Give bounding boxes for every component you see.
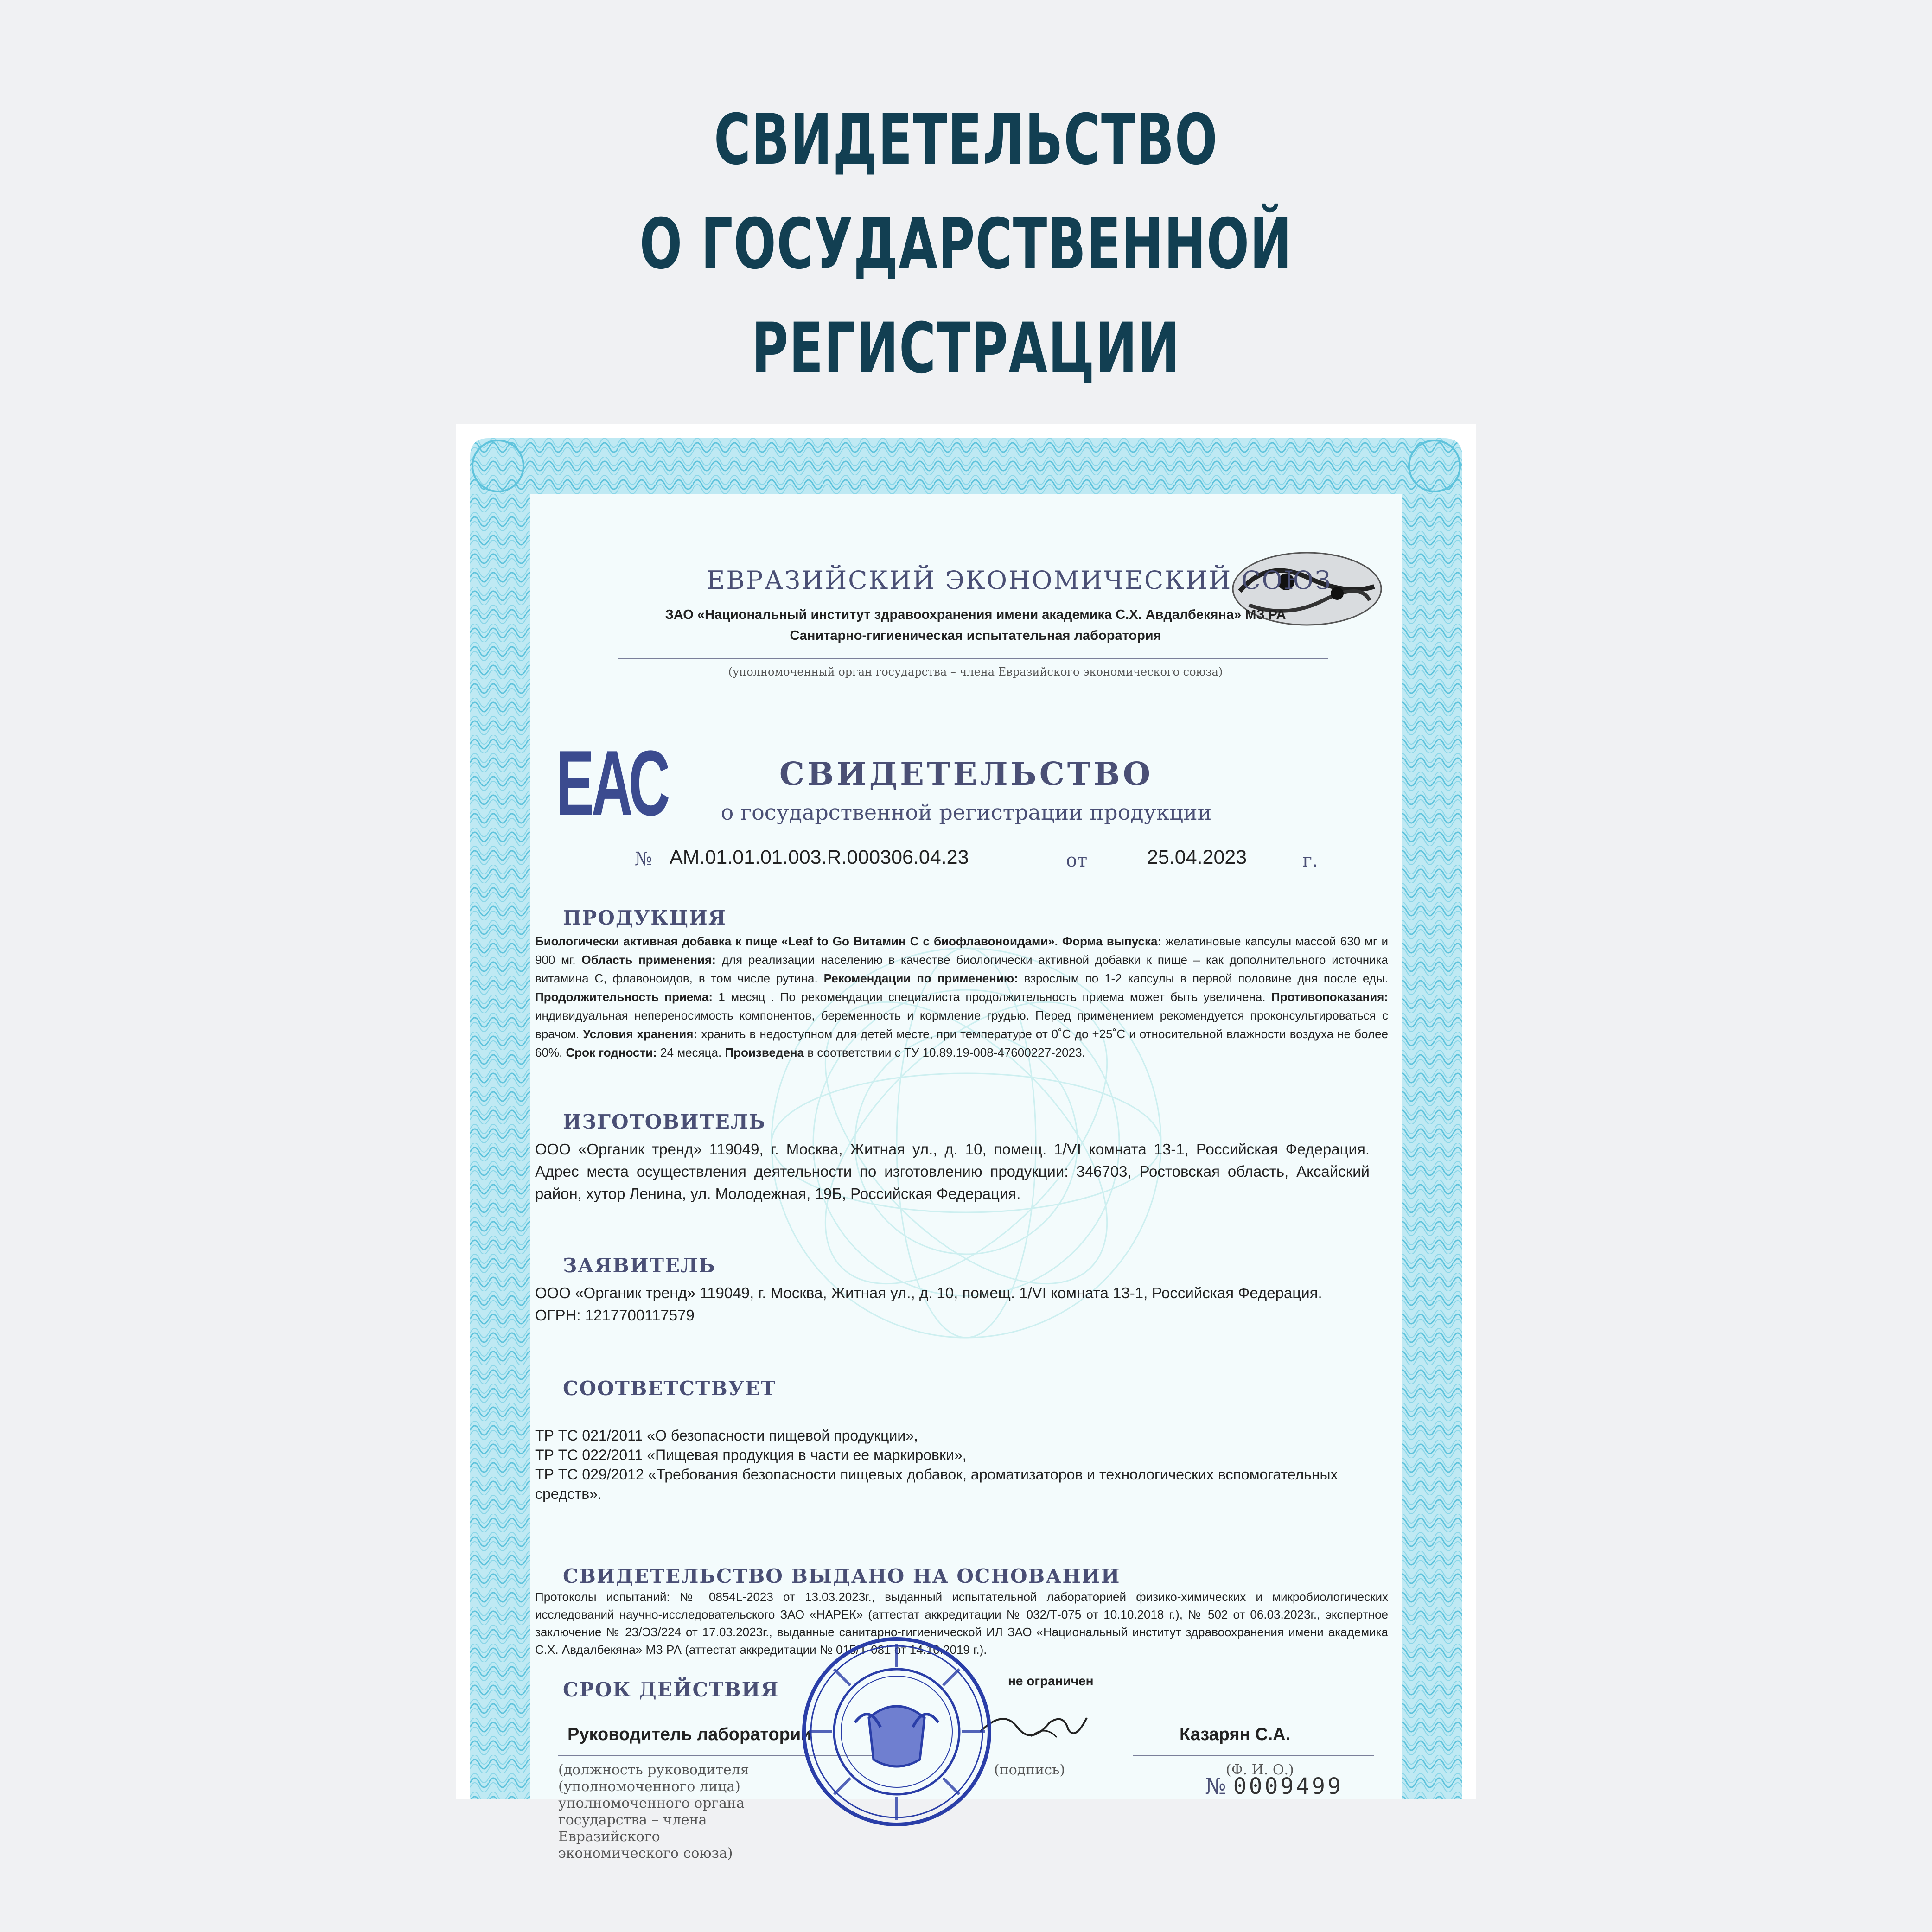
form-label: Форма выпуска: xyxy=(1062,934,1162,948)
applicant-line-1: ООО «Органик тренд» 119049, г. Москва, Житная ул., д. 10, помещ. 1/VI комната 13-1, Российская Федерация. xyxy=(535,1284,1322,1301)
applicant-ogrn: ОГРН: 1217700117579 xyxy=(535,1307,695,1324)
headline-line-1: СВИДЕТЕЛЬСТВО xyxy=(714,100,1218,180)
form-text: желатиновые капсулы массой 630 мг и 900 мг. xyxy=(535,934,1388,967)
certificate-subtitle: о государственной регистрации продукции xyxy=(721,800,1212,825)
certificate-image xyxy=(456,424,1476,1862)
product-description xyxy=(535,932,1388,1062)
contra-text: индивидуальная непереносимость компонентов, беременность и кормление грудью. Перед применением рекомендуется проконсультироваться с врачом. xyxy=(535,1008,1388,1041)
produced-text: в соответствии с ТУ 10.89.19-008-47600227-2023. xyxy=(807,1046,1085,1059)
compliance-item: ТР ТС 022/2011 «Пищевая продукция в части ее маркировки», xyxy=(535,1447,967,1463)
manufacturer-heading: ИЗГОТОВИТЕЛЬ xyxy=(563,1110,766,1133)
certificate-date: 25.04.2023 xyxy=(1147,846,1247,868)
name-caption: (Ф. И. О.) xyxy=(1226,1762,1294,1778)
number-label: № xyxy=(635,848,652,870)
compliance-item: ТР ТС 029/2012 «Требования безопасности пищевых добавок, ароматизаторов и технологических вспомогательных средств». xyxy=(535,1466,1338,1502)
duration-text: 1 месяц . По рекомендации специалиста продолжительность приема может быть увеличена. xyxy=(718,990,1266,1004)
signature-caption: (подпись) xyxy=(994,1762,1065,1778)
reco-label: Рекомендации по применению: xyxy=(823,971,1018,985)
reco-text: взрослым по 1-2 капсулы в первой половине дня после еды. xyxy=(1024,971,1388,985)
official-seal xyxy=(799,1634,994,1829)
compliance-list xyxy=(535,1426,1370,1504)
eac-mark: ЕАС xyxy=(556,732,668,835)
divider xyxy=(618,658,1328,659)
certificate-title: СВИДЕТЕЛЬСТВО xyxy=(779,756,1154,793)
shelf-text: 24 месяца. xyxy=(660,1046,722,1059)
union-name: ЕВРАЗИЙСКИЙ ЭКОНОМИЧЕСКИЙ СОЮЗ xyxy=(707,566,1333,595)
headline-line-3: РЕГИСТРАЦИИ xyxy=(752,308,1180,389)
duration-label: Продолжительность приема: xyxy=(535,990,713,1004)
produced-label: Произведена xyxy=(725,1046,804,1059)
headline-line-2: О ГОСУДАРСТВЕННОЙ xyxy=(639,204,1293,285)
from-label: от xyxy=(1066,850,1088,871)
compliance-heading: СООТВЕТСТВУЕТ xyxy=(563,1377,777,1400)
basis-heading: СВИДЕТЕЛЬСТВО ВЫДАНО НА ОСНОВАНИИ xyxy=(563,1565,1121,1588)
signatory-position: Руководитель лаборатории xyxy=(567,1725,812,1744)
signatory-name: Казарян С.А. xyxy=(1180,1725,1291,1744)
institute-name: ЗАО «Национальный институт здравоохранения имени академика С.Х. Авдалбекяна» МЗ РА xyxy=(665,607,1286,622)
applicant-heading: ЗАЯВИТЕЛЬ xyxy=(563,1254,716,1277)
page-headline xyxy=(270,88,1661,401)
certificate-body xyxy=(530,494,1402,1862)
certificate-number: AM.01.01.01.003.R.000306.04.23 xyxy=(670,846,969,868)
serial-value: 0009499 xyxy=(1233,1773,1343,1799)
name-line xyxy=(1133,1755,1374,1756)
storage-label: Условия хранения: xyxy=(583,1027,698,1041)
area-text: для реализации населению в качестве биологически активной добавки к пище – как дополнительного источника витамина С, флавоноидов, в том числе рутина. xyxy=(535,953,1388,985)
storage-text: хранить в недоступном для детей месте, при температуре от 0˚С до +25˚С и относительной влажности воздуха не более 60%. xyxy=(535,1027,1388,1059)
validity-heading: СРОК ДЕЙСТВИЯ xyxy=(563,1678,779,1701)
position-caption: (должность руководителя (уполномоченного лица) уполномоченного органа государства – члена Евразийского экономического союза) xyxy=(558,1762,749,1862)
serial-label: № xyxy=(1205,1773,1226,1799)
year-suffix: г. xyxy=(1302,850,1318,871)
contra-label: Противопоказания: xyxy=(1271,990,1389,1004)
product-name: Биологически активная добавка к пище «Leaf to Go Витамин С с биофлавоноидами». xyxy=(535,934,1058,948)
serial-number xyxy=(1205,1773,1343,1799)
compliance-item: ТР ТС 021/2011 «О безопасности пищевой продукции», xyxy=(535,1427,918,1444)
validity-value: не ограничен xyxy=(1008,1674,1094,1688)
area-label: Область применения: xyxy=(581,953,716,967)
manufacturer-text: ООО «Органик тренд» 119049, г. Москва, Житная ул., д. 10, помещ. 1/VI комната 13-1, Российская Федерация. Адрес места осуществления деятельности по изготовлению продукции: 346703, Ростовская область, Аксайский район, хутор Ленина, ул. Молодежная, 19Б, Российская Федерация. xyxy=(535,1141,1370,1202)
product-heading: ПРОДУКЦИЯ xyxy=(563,906,727,929)
authority-caption: (уполномоченный орган государства – члена Евразийского экономического союза) xyxy=(728,665,1223,678)
basis-text: Протоколы испытаний: № 0854L-2023 от 13.03.2023г., выданный испытательной лабораторией физико-химических и микробиологических исследований научно-исследовательского ЗАО «НАРЕК» (аттестат аккредитации № 032/Т-075 от 10.10.2018 г.), № 502 от 06.03.2023г., экспертное заключение № 23/ЭЗ/224 от 17.03.2023г., выданные санитарно-гигиенической ИЛ ЗАО «Национальный институт здравоохранения имени академика С.Х. Авдалбекяна» МЗ РА (аттестат аккредитации № 015/Т-081 от 14.10.2019 г.). xyxy=(535,1590,1388,1657)
laboratory-name: Санитарно-гигиеническая испытательная лаборатория xyxy=(790,628,1161,643)
shelf-label: Срок годности: xyxy=(566,1046,657,1059)
